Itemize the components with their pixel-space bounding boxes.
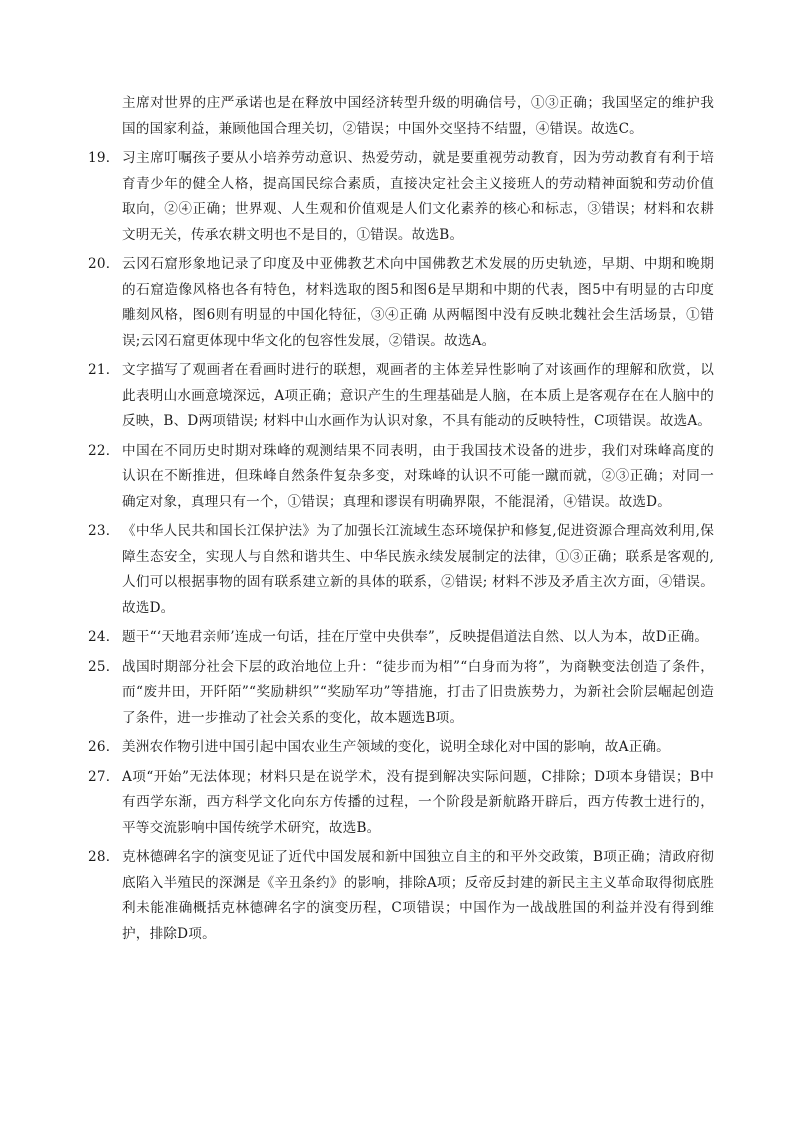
item-text: 习主席叮嘱孩子要从小培养劳动意识、热爱劳动，就是要重视劳动教育，因为劳动教育有利于培育青少年的健全人格，提高国民综合素质，直接决定社会主义接班人的劳动精神面貌和劳动价值取向，②④正确；世界观、人生观和价值观是人们文化素养的核心和标志，③错误；材料和农耕文明无关，传承农耕文明也不是目的，①错误。故选B。 xyxy=(122,150,714,243)
item-text: A项“开始”无法体现；材料只是在说学术，没有提到解决实际问题，C排除；D项本身错误；B中有西学东渐，西方科学文化向东方传播的过程，一个阶段是新航路开辟后，西方传教士进行的，平等交流影响中国传统学术研究，故选B。 xyxy=(122,768,714,836)
item-text: 美洲农作物引进中国引起中国农业生产领域的变化，说明全球化对中国的影响，故A正确。 xyxy=(122,739,670,755)
answer-item-19 xyxy=(88,146,714,248)
answer-item-28 xyxy=(88,845,714,947)
item-text: 云冈石窟形象地记录了印度及中亚佛教艺术向中国佛教艺术发展的历史轨迹，早期、中期和晚期的石窟造像风格也各有特色，材料选取的图5和图6是早期和中期的代表，图5中有明显的古印度雕刻风格，图6则有明显的中国化特征，③④正确 从两幅图中没有反映北魏社会生活场景，①错误;云冈石窟更体现中华文化的包容性发展，②错误。故选A。 xyxy=(122,256,714,349)
item-number: 22． xyxy=(88,442,120,459)
answer-item-26 xyxy=(88,735,714,761)
item-text: 中国在不同历史时期对珠峰的观测结果不同表明，由于我国技术设备的进步，我们对珠峰高度的认识在不断推进，但珠峰自然条件复杂多变，对珠峰的认识不可能一蹴而就，②③正确；对同一确定对象，真理只有一个，①错误；真理和谬误有明确界限，不能混淆，④错误。故选D。 xyxy=(122,442,714,510)
item-number: 24． xyxy=(88,629,120,645)
answer-explanations xyxy=(88,91,714,951)
item-number: 21． xyxy=(88,362,120,378)
item-number: 25． xyxy=(88,658,120,675)
item-text: 题干“‘天地君亲师’连成一句话，挂在厅堂中央供奉”，反映提倡道法自然、以人为本，故D正确。 xyxy=(122,629,709,645)
item-text: 战国时期部分社会下层的政治地位上升：“徒步而为相”“白身而为将”，为商鞅变法创造了条件，而“废井田，开阡陌”“奖励耕织”“奖励军功”等措施，打击了旧贵族势力，为新社会阶层崛起创造了条件，进一步推动了社会关系的变化，故本题选B项。 xyxy=(122,658,714,726)
item-number: 20． xyxy=(88,256,120,272)
answer-item-24 xyxy=(88,625,714,651)
item-number: 23． xyxy=(88,523,120,539)
answer-item-25 xyxy=(88,655,714,732)
answer-item-21 xyxy=(88,358,714,435)
item-text: 克林德碑名字的演变见证了近代中国发展和新中国独立自主的和平外交政策，B项正确；清政府彻底陷入半殖民的深渊是《辛丑条约》的影响，排除A项；反帝反封建的新民主主义革命取得彻底胜利未能准确概括克林德碑名字的演变历程，C项错误；中国作为一战战胜国的利益并没有得到维护，排除D项。 xyxy=(122,849,714,942)
answer-item-23 xyxy=(88,519,714,621)
item-text: 《中华人民共和国长江保护法》为了加强长江流域生态环境保护和修复,促进资源合理高效利用,保障生态安全，实现人与自然和谐共生、中华民族永续发展制定的法律，①③正确；联系是客观的,人们可以根据事物的固有联系建立新的具体的联系，②错误; 材料不涉及矛盾主次方面，④错误。故选D。 xyxy=(122,523,714,616)
answer-item-18-continued xyxy=(88,91,714,142)
item-number: 26． xyxy=(88,739,120,755)
answer-item-20 xyxy=(88,252,714,354)
item-number: 27． xyxy=(88,768,120,785)
item-text: 文字描写了观画者在看画时进行的联想，观画者的主体差异性影响了对该画作的理解和欣赏，以此表明山水画意境深远，A项正确；意识产生的生理基础是人脑，在本质上是客观存在在人脑中的反映，B、D两项错误; 材料中山水画作为认识对象，不具有能动的反映特性，C项错误。故选A。 xyxy=(122,362,714,429)
item-text: 主席对世界的庄严承诺也是在释放中国经济转型升级的明确信号，①③正确；我国坚定的维护我国的国家利益，兼顾他国合理关切，②错误；中国外交坚持不结盟，④错误。故选C。 xyxy=(122,95,714,137)
answer-item-27 xyxy=(88,765,714,842)
answer-item-22 xyxy=(88,439,714,516)
item-number: 19． xyxy=(88,150,120,166)
item-number: 28． xyxy=(88,849,120,865)
